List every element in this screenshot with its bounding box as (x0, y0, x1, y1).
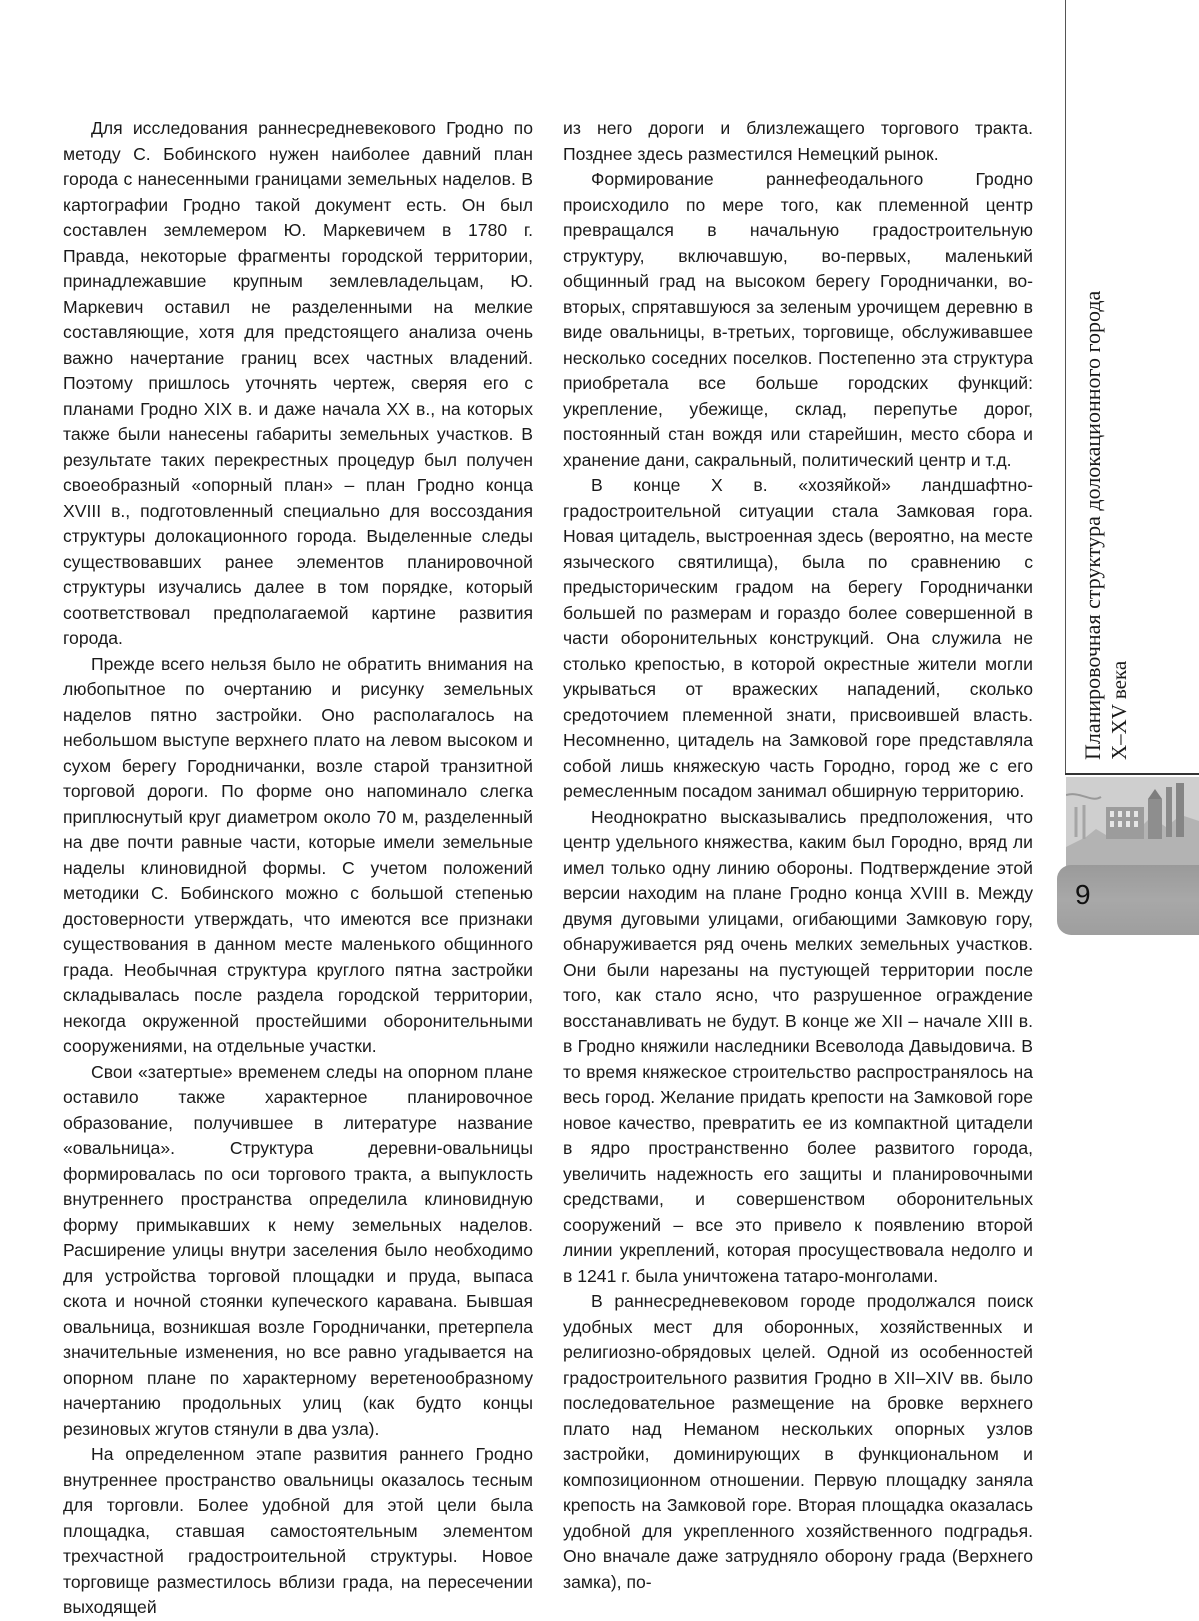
side-rule-horizontal (1065, 773, 1199, 775)
left-text-column (63, 116, 533, 1621)
paragraph: На определенном этапе развития раннего Гродно внутреннее пространство овальницы оказалось тесным для торговли. Более удобной для этой цели была площадка, ставшая самостоятельным элементом трехчастной градостроительной структуры. Новое торговище разместилось вблизи града, на пересечении выходящей (63, 1444, 533, 1617)
paragraph: Свои «затертые» временем следы на опорном плане оставило также характерное планировочное образование, получившее в литературе название «овальница». Структура деревни-овальницы формировалась по оси торгового тракта, а выпуклость внутреннего пространства определила клиновидную форму примыкавших к нему земельных наделов. Расширение улицы внутри заселения было необходимо для устройства торговой площадки и пруда, выпаса скота и ночной стоянки купеческого каравана. Бывшая овальница, возникшая возле Городничанки, претерпела значительные изменения, но все равно угадывается на опорном плане по характерному веретенообразному начертанию продольных улиц (как будто концы резиновых жгутов стянули в два узла). (63, 1061, 533, 1439)
page-number-badge (1057, 865, 1199, 935)
running-title: Планировочная структура долокационного города (1080, 290, 1105, 760)
castle-illustration (1066, 777, 1199, 867)
running-subtitle: X–XV века (1107, 660, 1131, 760)
paragraph: Для исследования раннесредневекового Гродно по методу С. Бобинского нужен наиболее давний план города с нанесенными границами земельных наделов. В картографии Гродно такой документ есть. Он был составлен землемером Ю. Маркевичем в 1780 г. Правда, некоторые фрагменты городской территории, принадлежавшие крупным землевладельцам, Ю. Маркевич оставил не разделенными на мелкие составляющие, хотя для предстоящего анализа очень важно начертание границ всех частных владений. Поэтому пришлось уточнять чертеж, сверяя его с планами Гродно XIX в. и даже начала XX в., на которых также были нанесены габариты земельных участков. В результате таких перекрестных процедур был получен своеобразный «опорный план» – план Гродно конца XVIII в., подготовленный специально для воссоздания структуры долокационного города. Выделенные следы существовавших ранее элементов планировочной структуры изучались далее в том порядке, который соответствовал предполагаемой картине развития города. (63, 118, 533, 648)
paragraph: В раннесредневековом городе продолжался поиск удобных мест для оборонных, хозяйственных и религиозно-обрядовых целей. Одной из особенностей градостроительного развития Гродно в XII–XIV вв. было последовательное размещение на бровке верхнего плато над Неманом нескольких опорных узлов застройки, доминирующих в функциональном и композиционном отношении. Первую площадку заняла крепость на Замковой горе. Вторая площадка оказалась удобной для укрепленного хозяйственного подградья. Оно вначале даже затрудняло оборону града (Верхнего замка), по- (563, 1291, 1033, 1592)
page-number: 9 (1075, 879, 1091, 910)
paragraph: Прежде всего нельзя было не обратить внимания на любопытное по очертанию и рисунку земельных наделов пятно застройки. Оно располагалось на небольшом выступе верхнего плато на левом высоком и сухом берегу Городничанки, возле старой транзитной торговой дороги. По форме оно напоминало слегка приплюснутый круг диаметром около 70 м, разделенный на две почти равные части, которые имели земельные наделы клиновидной формы. С учетом положений методики С. Бобинского можно с большой степенью достоверности утверждать, что имеются все признаки существования в данном месте маленького общинного града. Необычная структура круглого пятна застройки складывалась после раздела городской территории, некогда окруженной простейшими оборонительными сооружениями, на отдельные участки. (63, 653, 533, 1056)
paragraph: В конце X в. «хозяйкой» ландшафтно-градостроительной ситуации стала Замковая гора. Новая цитадель, выстроенная здесь (вероятно, на месте языческого святилища), была по сравнению с предысторическим градом на берегу Городничанки большей по размерам и гораздо более совершенной в части оборонительных конструкций. Она служила не столько крепостью, в которой окрестные жители могли укрываться от вражеских нападений, сколько средоточием племенной знати, присвоившей власть. Несомненно, цитадель на Замковой горе представляла собой лишь княжескую часть Городно, город же с его ремесленным посадом занимал обширную территорию. (563, 475, 1033, 801)
paragraph: из него дороги и близлежащего торгового тракта. Позднее здесь разместился Немецкий рынок. (563, 118, 1033, 164)
right-text-column (563, 116, 1033, 1595)
paragraph: Неоднократно высказывались предположения, что центр удельного княжества, каким был Городно, вряд ли имел только одну линию обороны. Подтверждение этой версии находим на плане Гродно конца XVIII в. Между двумя дуговыми улицами, огибающими Замковую гору, обнаруживается ряд очень мелких земельных участков. Они были нарезаны на пустующей территории после того, как стало ясно, что разрушенное ограждение восстанавливать не будут. В конце же XII – начале XIII в. в Гродно княжили наследники Всеволода Давыдовича. В то время княжеское строительство распространялось на весь город. Желание придать крепости на Замковой горе новое качество, превратить ее из компактной цитадели в ядро пространственно более развитого города, увеличить надежность его защиты и планировочными средствами, и совершенством оборонительных сооружений – все это привело к появлению второй линии укреплений, которая просуществовала недолго и в 1241 г. была уничтожена татаро-монголами. (563, 806, 1033, 1286)
side-divider (1065, 0, 1066, 775)
paragraph: Формирование раннефеодального Гродно происходило по мере того, как племенной центр превращался в начальную градостроительную структуру, включавшую, во-первых, маленький общинный град на высоком берегу Городничанки, во-вторых, спрятавшуюся за зеленым урочищем деревню в виде овальницы, в-третьих, торговище, обслуживавшее несколько соседних поселков. Постепенно эта структура приобретала все больше городских функций: укрепление, убежище, склад, перепутье дорог, постоянный стан вождя или старейшин, место сбора и хранение дани, сакральный, политический центр и т.д. (563, 169, 1033, 470)
running-header (1080, 240, 1140, 760)
